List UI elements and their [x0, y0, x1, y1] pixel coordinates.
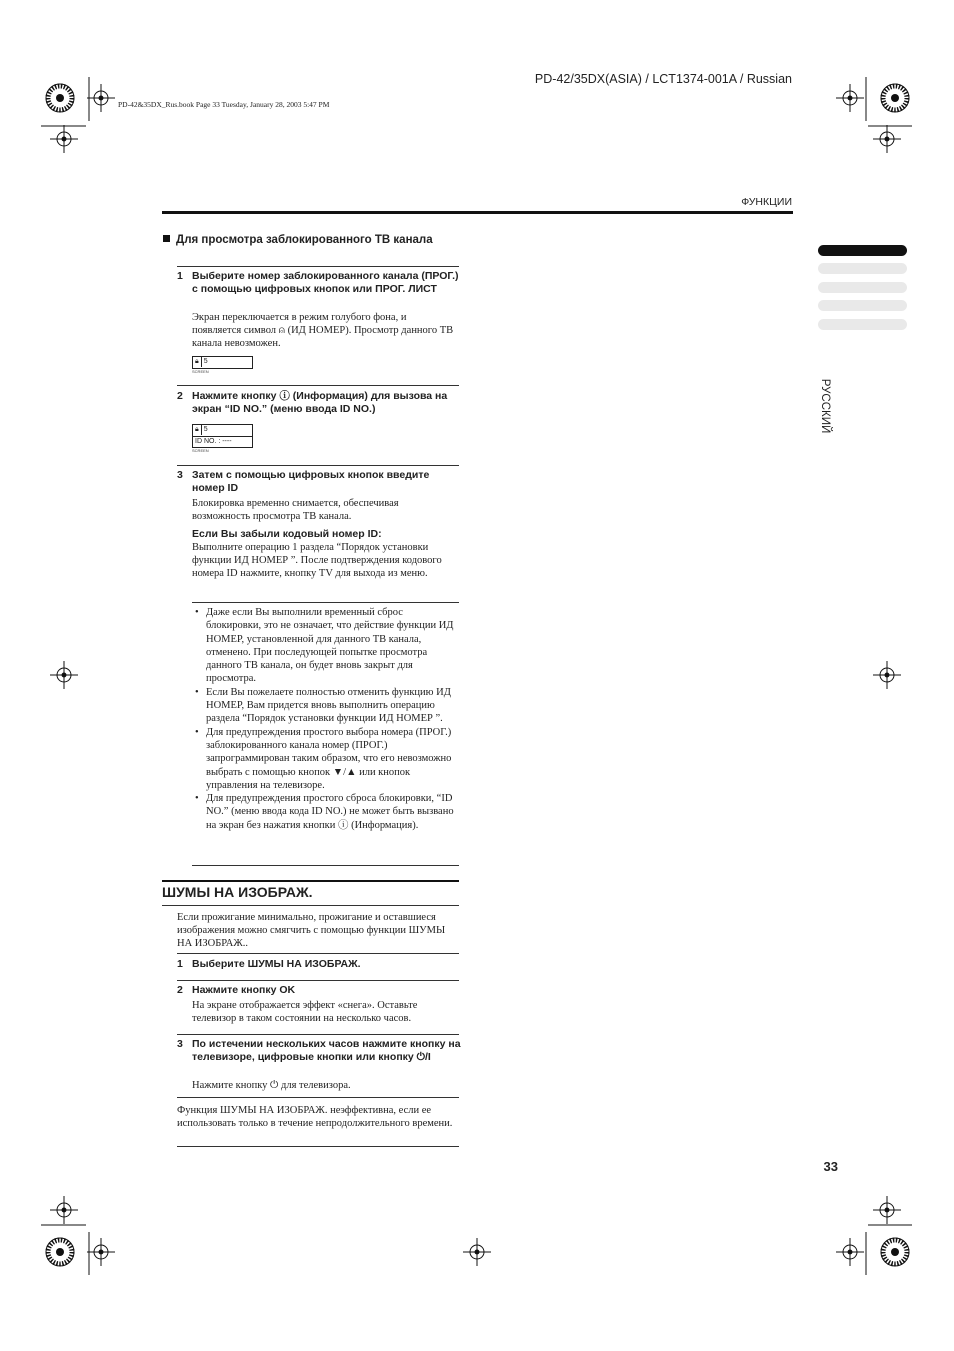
locked-channel-heading	[163, 233, 453, 247]
square-bullet-icon	[163, 235, 170, 242]
document-id: PD-42/35DX(ASIA) / LCT1374-001A / Russian	[534, 72, 792, 86]
osd-caption: SCREEN	[192, 369, 209, 374]
divider	[177, 385, 459, 386]
step-number: 1	[177, 958, 183, 970]
step-number: 2	[177, 984, 183, 996]
osd-id-field: ID NO. : ----	[195, 438, 232, 445]
divider	[177, 1146, 459, 1147]
chapter-tab	[818, 319, 907, 330]
section-title: ШУМЫ НА ИЗОБРАЖ.	[162, 884, 313, 900]
step-body: Блокировка временно снимается, обеспечивая возможность просмотра ТВ канала.	[192, 498, 399, 523]
note-item: • Для предупреждения простого сброса блокировки, “ID NO.” (меню ввода кода ID NO.) не может быть вызвано на экран без нажатия кнопки ⓘ (Информация).	[192, 792, 458, 832]
step-title: По истечении нескольких часов нажмите кнопку на телевизоре, цифровые кнопки или кнопку ⏻/I	[192, 1038, 461, 1063]
osd-lock-display	[192, 356, 253, 369]
chapter-tab	[818, 263, 907, 274]
osd-caption: SCREEN	[192, 448, 209, 453]
step-number: 2	[177, 390, 183, 402]
divider	[177, 953, 459, 954]
chapter-tab	[818, 282, 907, 293]
lock-icon: 🔒︎	[193, 357, 202, 367]
note-item: • Даже если Вы выполнили временный сброс блокировки, это не означает, что действие функции ИД НОМЕР, установленной для данного ТВ канала, отменено. При последующей попытке просмотра данного ТВ канала, он будет вновь закрыт для просмотра.	[192, 606, 458, 686]
divider	[177, 1097, 459, 1098]
step-number: 3	[177, 1038, 183, 1050]
chapter-tab	[818, 300, 907, 311]
osd-prog: 5	[203, 358, 208, 365]
step-title: Нажмите кнопку ⓘ (Информация) для вызова на экран “ID NO.” (меню ввода ID NO.)	[192, 390, 448, 415]
divider	[177, 465, 459, 466]
section-name: ФУНКЦИИ	[741, 196, 792, 208]
step-number: 3	[177, 469, 183, 481]
step-number: 1	[177, 270, 183, 282]
section-rule	[162, 880, 459, 882]
step-body: На экране отображается эффект «снега». Оставьте телевизор в таком состоянии на несколько часов.	[192, 1000, 418, 1025]
step-title: Затем с помощью цифровых кнопок введите номер ID	[192, 469, 430, 494]
step-body: Экран переключается в режим голубого фона, и появляется символ ⍝ (ИД НОМЕР). Просмотр данного ТВ канала невозможен.	[192, 312, 454, 350]
forgot-id-title: Если Вы забыли кодовый номер ID:	[192, 528, 382, 540]
header-rule	[162, 211, 793, 214]
forgot-id-body: Выполните операцию 1 раздела “Порядок установки функции ИД НОМЕР ”. После подтверждения кодового номера ID нажмите, кнопку TV для выхода из меню.	[192, 542, 442, 580]
osd-id-display	[192, 424, 253, 448]
page-number: 33	[823, 1159, 838, 1174]
lock-icon: 🔒︎	[193, 425, 202, 435]
section-footnote: Функция ШУМЫ НА ИЗОБРАЖ. неэффективна, если ее использовать только в течение непродолжительного времени.	[177, 1105, 453, 1130]
book-file-line: PD-42&35DX_Rus.book Page 33 Tuesday, January 28, 2003 5:47 PM	[118, 100, 330, 109]
divider	[162, 905, 459, 906]
divider	[177, 1034, 459, 1035]
osd-prog: 5	[203, 426, 208, 433]
note-item: • Если Вы пожелаете полностью отменить функцию ИД НОМЕР, Вам придется вновь выполнить операцию раздела “Порядок установки функции ИД НОМЕР ”.	[192, 686, 458, 726]
chapter-tab-active	[818, 245, 907, 256]
divider	[192, 865, 459, 866]
step-title: Выберите номер заблокированного канала (ПРОГ.) с помощью цифровых кнопок или ПРОГ. ЛИСТ	[192, 270, 459, 295]
divider	[192, 602, 459, 603]
language-tab-label: РУССКИЙ	[819, 378, 831, 434]
step-body: Нажмите кнопку ⏻ для телевизора.	[192, 1080, 351, 1091]
step-title: Выберите ШУМЫ НА ИЗОБРАЖ.	[192, 958, 361, 970]
section-intro: Если прожигание минимально, прожигание и оставшиеся изображения можно смягчить с помощью функции ШУМЫ НА ИЗОБРАЖ..	[177, 912, 446, 950]
note-item: • Для предупреждения простого выбора номера (ПРОГ.) заблокированного канала номер (ПРОГ.) запрограммирован таким образом, что его невозможно выбрать с помощью кнопок ▼/▲ или кнопок управления на телевизоре.	[192, 726, 458, 792]
step-title: Нажмите кнопку OK	[192, 984, 296, 996]
notes-list	[192, 606, 458, 832]
locked-channel-heading-text: Для просмотра заблокированного ТВ канала	[176, 234, 433, 246]
divider	[177, 980, 459, 981]
divider	[177, 266, 459, 267]
